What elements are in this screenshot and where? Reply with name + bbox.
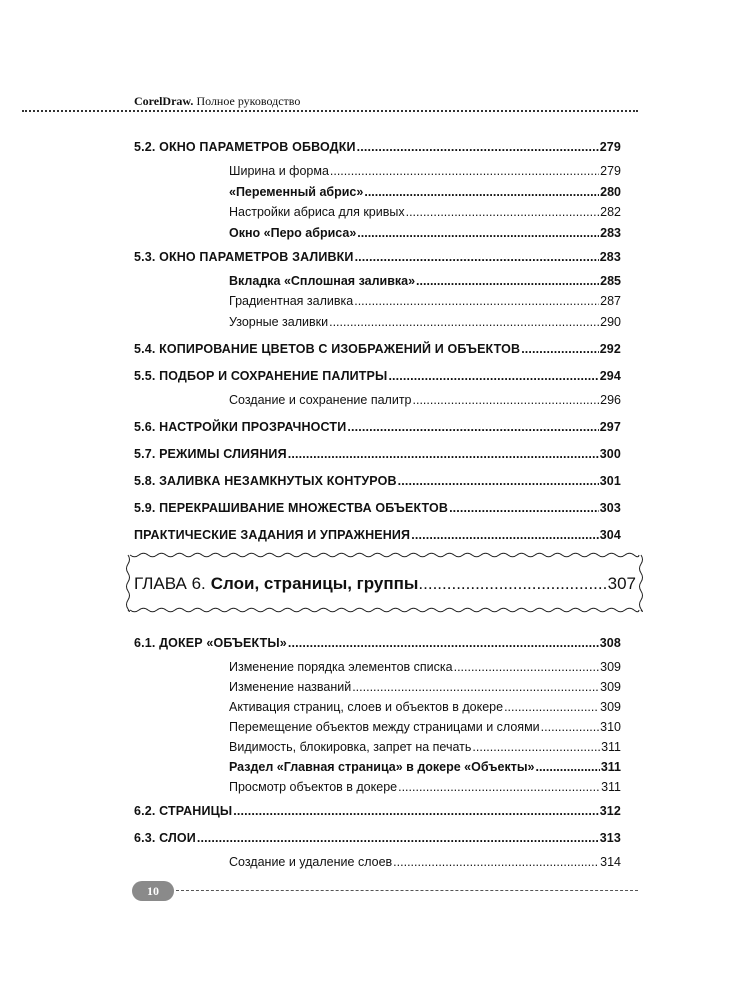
dot-leader [406, 204, 600, 220]
toc-subsection-entry[interactable] [229, 314, 621, 330]
toc-entry-page-number: 285 [600, 274, 621, 288]
toc-entry-page-number: 300 [599, 447, 621, 461]
toc-subsection-entry[interactable] [229, 204, 621, 220]
toc-subsection-entry[interactable] [229, 739, 621, 755]
toc-entry-title: 5.9. ПЕРЕКРАШИВАНИЕ МНОЖЕСТВА ОБЪЕКТОВ [134, 501, 449, 515]
dot-leader [357, 225, 599, 241]
toc-entry-page-number: 290 [600, 315, 621, 329]
toc-entry-title: Ширина и форма [229, 164, 329, 178]
toc-section-entry[interactable] [134, 341, 621, 357]
toc-entry-title: 5.5. ПОДБОР И СОХРАНЕНИЕ ПАЛИТРЫ [134, 369, 388, 383]
toc-entry-title: 6.3. СЛОИ [134, 831, 196, 845]
toc-entry-page-number: 309 [600, 660, 621, 674]
dot-leader [449, 500, 599, 516]
dot-leader [393, 854, 599, 870]
toc-subsection-entry[interactable] [229, 659, 621, 675]
page-number-badge: 10 [132, 881, 174, 901]
toc-entry-page-number: 287 [600, 294, 621, 308]
toc-subsection-entry[interactable] [229, 184, 621, 200]
chapter-label: ГЛАВА 6. [134, 574, 206, 593]
toc-subsection-entry[interactable] [229, 392, 621, 408]
dot-leader [197, 830, 599, 846]
toc-subsection-entry[interactable] [229, 759, 621, 775]
toc-entry-page-number: 279 [599, 140, 621, 154]
dot-leader [535, 759, 599, 775]
toc-entry-page-number: 297 [599, 420, 621, 434]
toc-subsection-entry[interactable] [229, 225, 621, 241]
toc-entry-title: Изменение названий [229, 680, 352, 694]
dot-leader [416, 273, 599, 289]
toc-entry-page-number: 314 [600, 855, 621, 869]
toc-entry-title: 5.6. НАСТРОЙКИ ПРОЗРАЧНОСТИ [134, 420, 347, 434]
footer-divider [176, 890, 638, 891]
toc-entry-page-number: 311 [601, 740, 621, 754]
toc-entry-title: Настройки абриса для кривых [229, 205, 405, 219]
toc-entry-page-number: 310 [600, 720, 621, 734]
toc-entry-title: 6.1. ДОКЕР «ОБЪЕКТЫ» [134, 636, 287, 650]
toc-entry-page-number: 304 [599, 528, 621, 542]
toc-entry-page-number: 311 [600, 760, 621, 774]
toc-section-entry[interactable] [134, 473, 621, 489]
toc-entry-title: Изменение порядка элементов списка [229, 660, 453, 674]
dot-leader [454, 659, 600, 675]
toc-entry-title: Активация страниц, слоев и объектов в докере [229, 700, 504, 714]
toc-entry-page-number: 303 [599, 501, 621, 515]
toc-entry-title: ПРАКТИЧЕСКИЕ ЗАДАНИЯ И УПРАЖНЕНИЯ [134, 528, 411, 542]
toc-subsection-entry[interactable] [229, 719, 621, 735]
toc-section-entry[interactable] [134, 139, 621, 155]
dot-leader [398, 473, 599, 489]
toc-entry-page-number: 296 [600, 393, 621, 407]
dot-leader [288, 635, 599, 651]
toc-subsection-entry[interactable] [229, 273, 621, 289]
toc-entry-title: Перемещение объектов между страницами и слоями [229, 720, 540, 734]
toc-entry-page-number: 312 [599, 804, 621, 818]
toc-entry-title: 5.3. ОКНО ПАРАМЕТРОВ ЗАЛИВКИ [134, 250, 354, 264]
dot-leader [364, 184, 599, 200]
toc-entry-title: 6.2. СТРАНИЦЫ [134, 804, 233, 818]
toc-subsection-entry[interactable] [229, 293, 621, 309]
toc-subsection-entry[interactable] [229, 854, 621, 870]
toc-entry-title: Вкладка «Сплошная заливка» [229, 274, 416, 288]
toc-entry-title: 5.8. ЗАЛИВКА НЕЗАМКНУТЫХ КОНТУРОВ [134, 474, 397, 488]
toc-section-entry[interactable] [134, 368, 621, 384]
chapter-title: Слои, страницы, группы [210, 574, 419, 593]
dot-leader [521, 341, 599, 357]
toc-entry-title: Просмотр объектов в докере [229, 780, 398, 794]
toc-entry-page-number: 294 [599, 369, 621, 383]
toc-entry-title: Создание и удаление слоев [229, 855, 393, 869]
toc-entry-title: 5.2. ОКНО ПАРАМЕТРОВ ОБВОДКИ [134, 140, 356, 154]
dot-leader [288, 446, 599, 462]
toc-subsection-entry[interactable] [229, 163, 621, 179]
dot-leader [352, 679, 599, 695]
toc-entry-title: Раздел «Главная страница» в докере «Объекты» [229, 760, 535, 774]
toc-entry-page-number: 308 [599, 636, 621, 650]
toc-section-entry[interactable] [134, 635, 621, 651]
toc-section-entry[interactable] [134, 803, 621, 819]
dot-leader [357, 139, 599, 155]
toc-entry-title: 5.7. РЕЖИМЫ СЛИЯНИЯ [134, 447, 287, 461]
toc-subsection-entry[interactable] [229, 779, 621, 795]
toc-entry-title: Градиентная заливка [229, 294, 354, 308]
dot-leader [330, 163, 599, 179]
toc-entry-page-number: 301 [599, 474, 621, 488]
toc-entry-title: Видимость, блокировка, запрет на печать [229, 740, 472, 754]
toc-section-entry[interactable] [134, 249, 621, 265]
book-subtitle: Полное руководство [193, 94, 301, 108]
dot-leader [504, 699, 599, 715]
toc-entry-title: Создание и сохранение палитр [229, 393, 412, 407]
toc-entry-page-number: 309 [600, 680, 621, 694]
toc-entry-page-number: 311 [601, 780, 621, 794]
toc-section-entry[interactable] [134, 830, 621, 846]
dot-leader [233, 803, 598, 819]
toc-entry-title: Окно «Перо абриса» [229, 226, 357, 240]
chapter-heading[interactable] [134, 573, 636, 595]
toc-entry-page-number: 283 [599, 250, 621, 264]
toc-entry-page-number: 282 [600, 205, 621, 219]
toc-subsection-entry[interactable] [229, 699, 621, 715]
toc-section-entry[interactable] [134, 446, 621, 462]
toc-entry-page-number: 279 [600, 164, 621, 178]
dot-leader [347, 419, 598, 435]
toc-entry-page-number: 309 [600, 700, 621, 714]
toc-entry-page-number: 292 [599, 342, 621, 356]
dot-leader [354, 293, 599, 309]
toc-entry-title: Узорные заливки [229, 315, 329, 329]
toc-section-entry[interactable] [134, 527, 621, 543]
dot-leader [329, 314, 599, 330]
dot-leader [472, 739, 600, 755]
running-header [134, 94, 300, 109]
toc-entry-title: 5.4. КОПИРОВАНИЕ ЦВЕТОВ С ИЗОБРАЖЕНИЙ И ОБЪЕКТОВ [134, 342, 521, 356]
chapter-page-number: 307 [607, 574, 636, 593]
toc-entry-title: «Переменный абрис» [229, 185, 364, 199]
toc-section-entry[interactable] [134, 419, 621, 435]
header-divider [22, 110, 638, 112]
toc-entry-page-number: 283 [600, 226, 621, 240]
dot-leader [411, 527, 598, 543]
toc-entry-page-number: 313 [599, 831, 621, 845]
dot-leader [413, 392, 600, 408]
dot-leader [541, 719, 599, 735]
toc-entry-page-number: 280 [600, 185, 621, 199]
toc-section-entry[interactable] [134, 500, 621, 516]
dot-leader [418, 573, 607, 595]
dot-leader [398, 779, 600, 795]
toc-subsection-entry[interactable] [229, 679, 621, 695]
book-title: CorelDraw. [134, 94, 194, 108]
dot-leader [355, 249, 599, 265]
dot-leader [388, 368, 598, 384]
